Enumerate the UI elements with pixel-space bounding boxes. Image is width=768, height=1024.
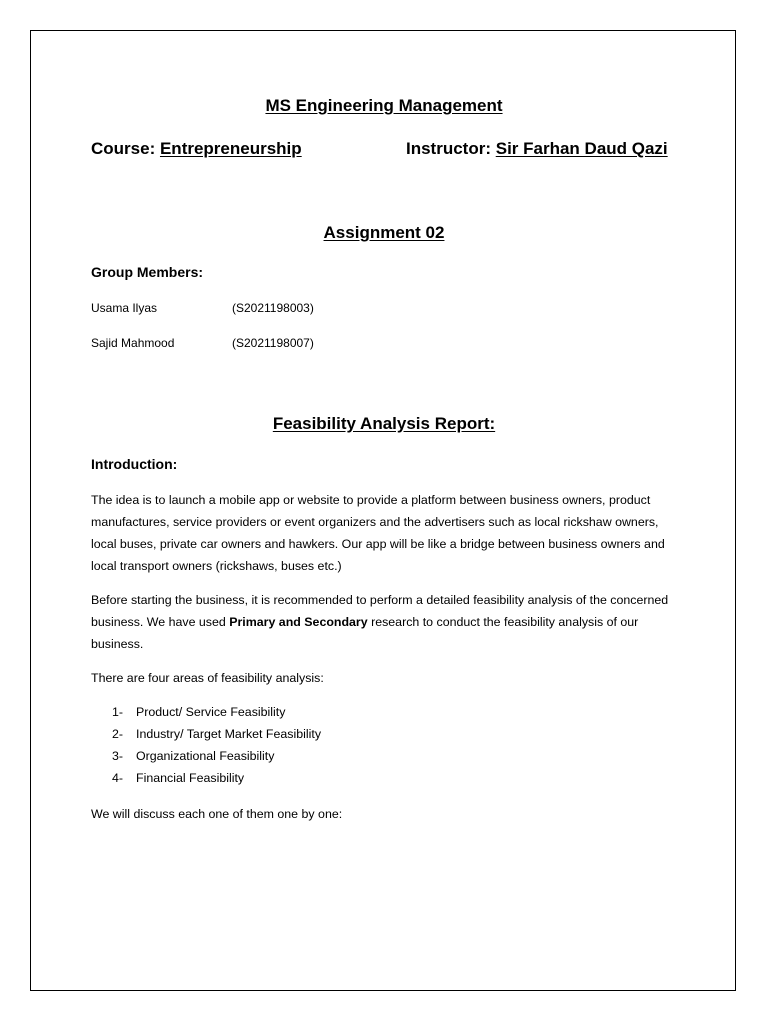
list-item: Product/ Service Feasibility (136, 705, 286, 719)
list-item-number: 2- (112, 727, 124, 741)
member-id: (S2021198007) (232, 336, 314, 350)
list-item: Organizational Feasibility (136, 749, 275, 763)
intro-paragraph: The idea is to launch a mobile app or website to provide a platform between business owners, product manufactures, service providers or event organizers and the advertisers such as local rickshaw owners, local buses, private car owners and hawkers. Our app will be like a bridge between business owners and local transport owners (rickshaws, buses etc.) (91, 493, 665, 573)
member-name: Sajid Mahmood (91, 336, 175, 350)
list-item-number: 3- (112, 749, 124, 763)
program-title: MS Engineering Management (265, 96, 503, 115)
group-members-heading: Group Members: (91, 264, 204, 280)
method-paragraph (91, 589, 681, 655)
method-text-start: Before starting the business, it is recommended to perform a detailed feasibility analysis of the concerned business. We have used (91, 593, 669, 629)
method-emphasis: Primary and Secondary (229, 615, 368, 629)
areas-intro: There are four areas of feasibility analysis: (91, 671, 324, 685)
course-value: Entrepreneurship (159, 139, 302, 158)
list-item-number: 4- (112, 771, 124, 785)
introduction-heading: Introduction: (91, 456, 178, 472)
instructor-value: Sir Farhan Daud Qazi (495, 139, 668, 158)
list-item-number: 1- (112, 705, 124, 719)
instructor-label: Instructor: (406, 139, 491, 158)
member-name: Usama Ilyas (91, 301, 158, 315)
course-line (91, 139, 302, 159)
report-title: Feasibility Analysis Report: (272, 414, 496, 433)
closing-line: We will discuss each one of them one by one: (91, 807, 343, 821)
list-item: Financial Feasibility (136, 771, 245, 785)
instructor-line (406, 139, 668, 159)
assignment-title: Assignment 02 (323, 223, 445, 242)
member-id: (S2021198003) (232, 301, 314, 315)
list-item: Industry/ Target Market Feasibility (136, 727, 322, 741)
method-text-end: research to conduct the feasibility analysis of our business. (91, 615, 639, 651)
course-label: Course: (91, 139, 156, 158)
